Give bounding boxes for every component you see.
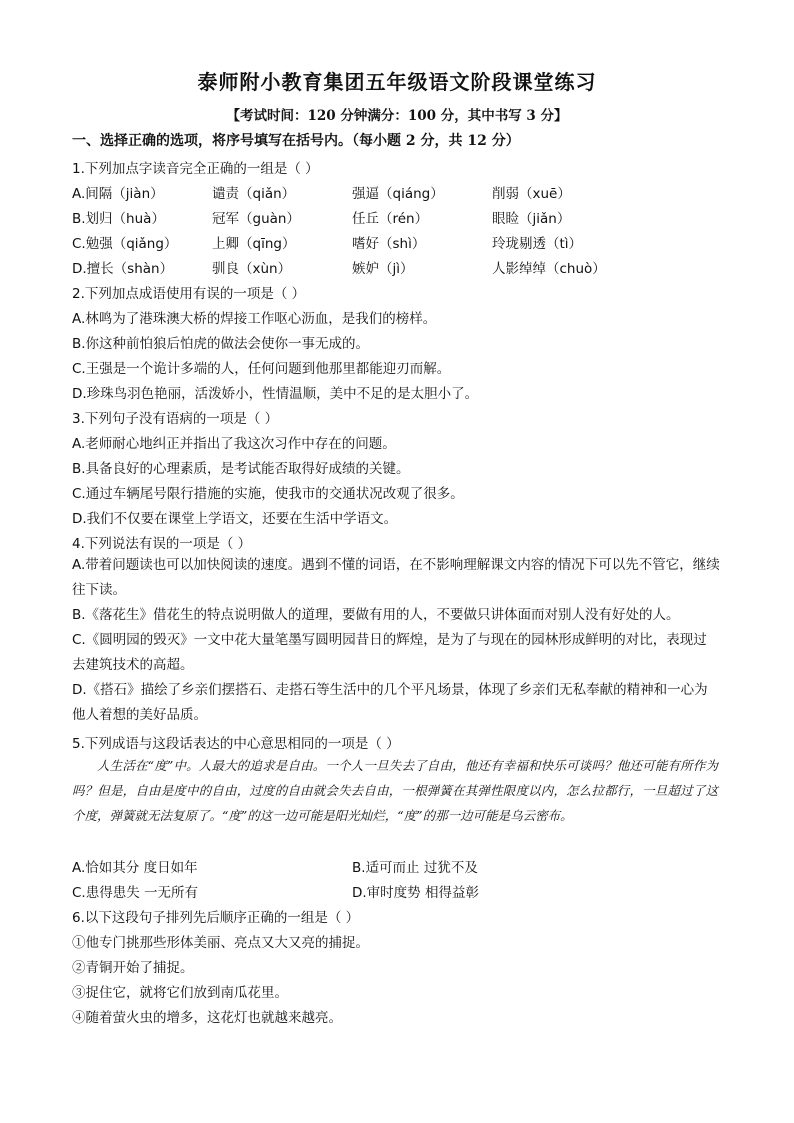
q2-option-b: B.你这种前怕狼后怕虎的做法会使你一事无成的。 — [72, 336, 370, 352]
section-heading: 一、选择正确的选项，将序号填写在括号内。（每小题 2 分，共 12 分） — [72, 133, 520, 149]
q1-option-c3: 嗜好（shì） — [352, 236, 426, 252]
q3-option-d: D.我们不仅要在课堂上学语文，还要在生活中学语文。 — [72, 511, 398, 527]
question-6-stem: 6.以下这段句子排列先后顺序正确的一组是（ ） — [72, 910, 360, 926]
q5-passage: 人生活在“度”中。人最大的追求是自由。一个人一旦失去了自由，他还有幸福和快乐可谈吗？他还可能有所作为吗？但是，自由是度中的自由，过度的自由就会失去自由，一根弹簧在其弹性限度以内，怎么拉都行，一旦超过了这个度，弹簧就无法复原了。“度”的这一边可能是阳光灿烂，“度”的那一边可能是乌云密布。 — [72, 758, 718, 823]
q6-sentence-2: ②青铜开始了捕捉。 — [72, 960, 194, 976]
q1-option-a2: 谴责（qiǎn） — [212, 186, 296, 202]
q1-option-a3: 强逼（qiáng） — [352, 186, 444, 202]
q6-sentence-1: ①他专门挑那些形体美丽、亮点又大又亮的捕捉。 — [72, 935, 369, 951]
exam-info: 【考试时间：120 分钟满分：100 分，其中书写 3 分】 — [226, 108, 568, 124]
q1-option-d1: D.擅长（shàn） — [72, 261, 174, 277]
q4-option-a: A.带着问题读也可以加快阅读的速度。遇到不懂的词语，在不影响理解课文内容的情况下可以先不管它，继续往下读。 — [72, 557, 720, 598]
q1-option-c2: 上卿（qīng） — [212, 236, 296, 252]
q2-option-a: A.林鸣为了港珠澳大桥的焊接工作呕心沥血，是我们的榜样。 — [72, 311, 437, 327]
q2-option-c: C.王强是一个诡计多端的人，任何问题到他那里都能迎刃而解。 — [72, 361, 451, 377]
q1-option-a1: A.间隔（jiàn） — [72, 186, 164, 202]
q3-option-a: A.老师耐心地纠正并指出了我这次习作中存在的问题。 — [72, 436, 396, 452]
q1-option-b1: B.划归（huà） — [72, 211, 165, 227]
q1-option-d3: 嫉妒（jì） — [352, 261, 414, 277]
question-5-stem: 5.下列成语与这段话表达的中心意思相同的一项是（ ） — [72, 736, 400, 752]
question-4-stem: 4.下列说法有误的一项是（ ） — [72, 536, 252, 552]
q5-option-c: C.患得患失 一无所有 — [72, 885, 199, 901]
q3-option-b: B.具备良好的心理素质，是考试能否取得好成绩的关键。 — [72, 461, 410, 477]
question-3-stem: 3.下列句子没有语病的一项是（ ） — [72, 411, 279, 427]
q1-option-d4: 人影绰绰（chuò） — [492, 261, 606, 277]
q4-option-c: C.《圆明园的毁灭》一文中花大量笔墨写圆明园昔日的辉煌，是为了与现在的园林形成鲜明的对比，表现过去建筑技术的高超。 — [72, 632, 707, 673]
question-1-stem: 1.下列加点字读音完全正确的一组是（ ） — [72, 161, 319, 177]
page-title: 泰师附小教育集团五年级语文阶段课堂练习 — [197, 70, 597, 94]
q1-option-a4: 削弱（xuē） — [492, 186, 571, 202]
q1-option-b3: 任丘（rén） — [352, 211, 429, 227]
q1-option-c1: C.勉强（qiǎng） — [72, 236, 178, 252]
q5-option-a: A.恰如其分 度日如年 — [72, 860, 198, 876]
q6-sentence-4: ④随着萤火虫的增多，这花灯也就越来越亮。 — [72, 1010, 342, 1026]
q5-option-b: B.适可而止 过犹不及 — [352, 860, 478, 876]
q2-option-d: D.珍珠鸟羽色艳丽，活泼娇小，性情温顺，美中不足的是太胆小了。 — [72, 386, 479, 402]
q1-option-b4: 眼睑（jiǎn） — [492, 211, 571, 227]
q1-option-d2: 驯良（xùn） — [212, 261, 292, 277]
q5-option-d: D.审时度势 相得益彰 — [352, 885, 479, 901]
q4-option-d: D.《搭石》描绘了乡亲们摆搭石、走搭石等生活中的几个平凡场景，体现了乡亲们无私奉献的精神和一心为他人着想的美好品质。 — [72, 682, 708, 723]
q1-option-b2: 冠军（guàn） — [212, 211, 300, 227]
q1-option-c4: 玲珑剔透（tì） — [492, 236, 583, 252]
question-2-stem: 2.下列加点成语使用有误的一项是（ ） — [72, 286, 306, 302]
q3-option-c: C.通过车辆尾号限行措施的实施，使我市的交通状况改观了很多。 — [72, 486, 464, 502]
q4-option-b: B.《落花生》借花生的特点说明做人的道理，要做有用的人，不要做只讲体面而对别人没有好处的人。 — [72, 607, 680, 623]
q6-sentence-3: ③捉住它，就将它们放到南瓜花里。 — [72, 985, 288, 1001]
